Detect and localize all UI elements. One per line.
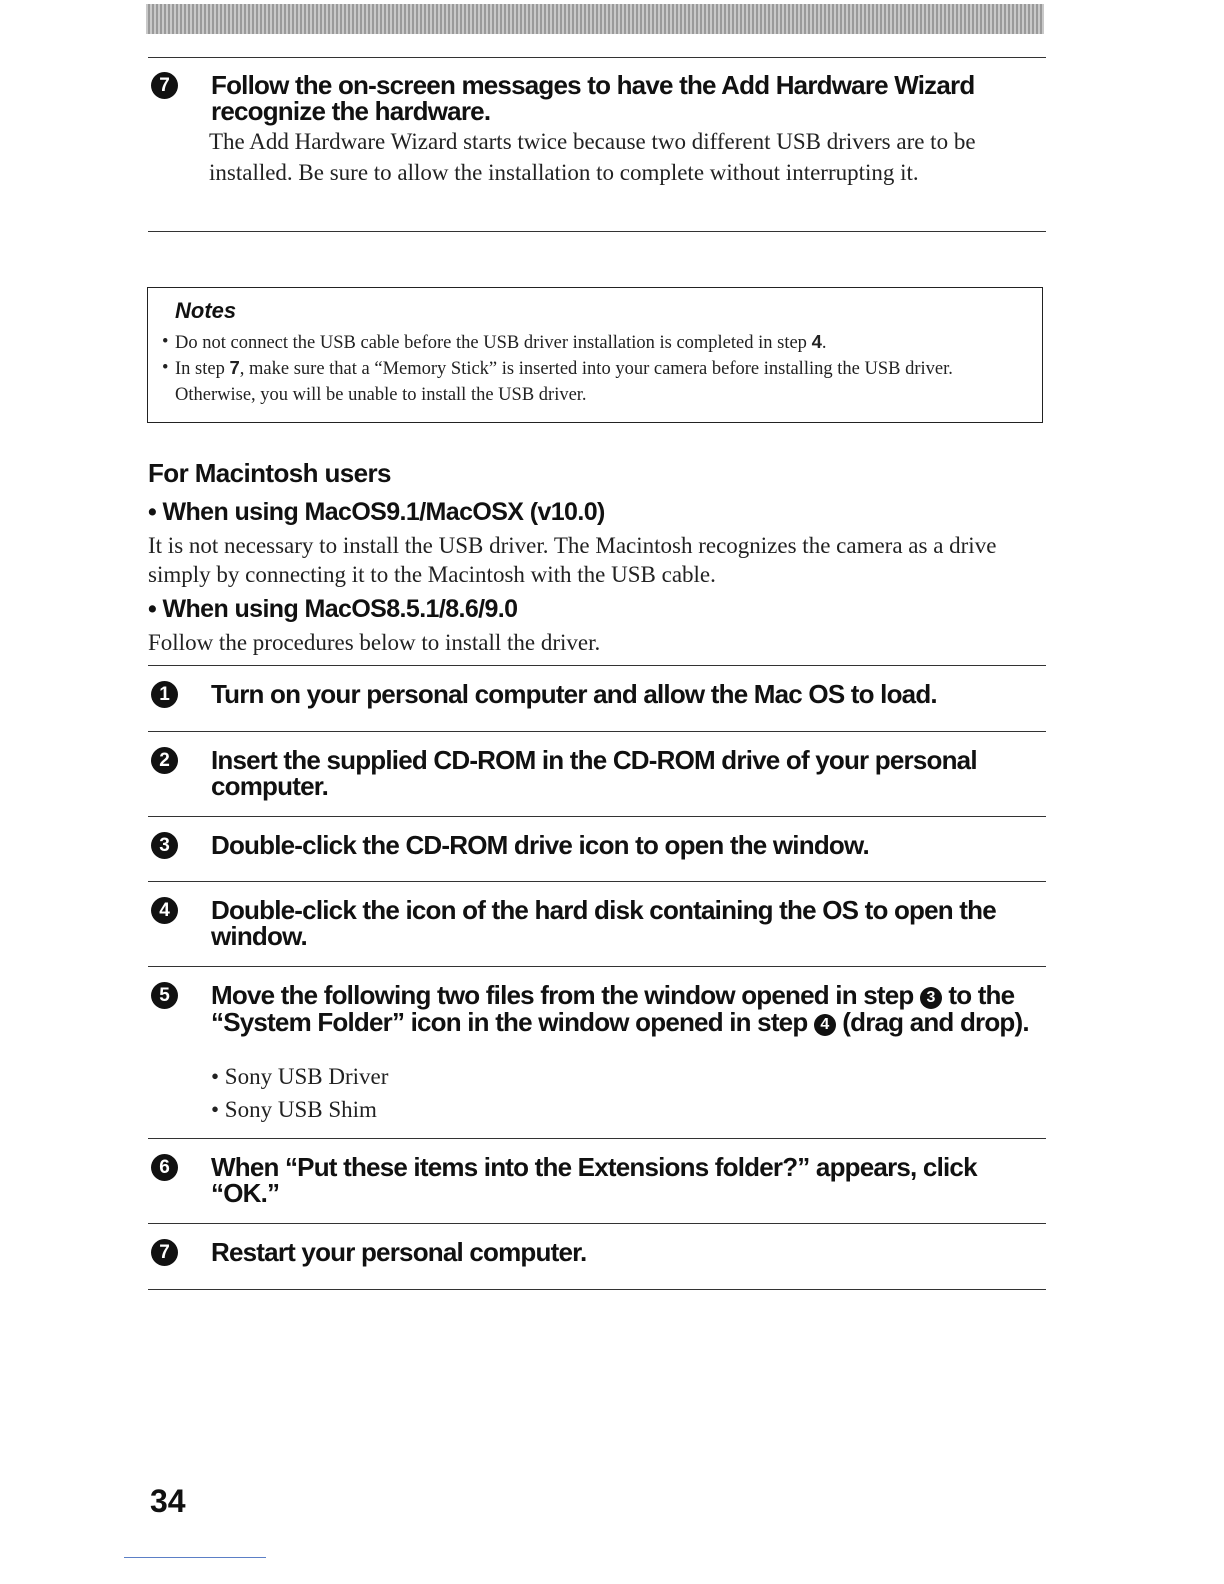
header-bar [146, 4, 1044, 34]
step-heading: Double-click the CD-ROM drive icon to open the window. [211, 830, 869, 860]
divider [148, 731, 1046, 732]
step-heading: Double-click the icon of the hard disk containing the OS to open the window. [211, 895, 996, 951]
step-heading: Turn on your personal computer and allow the Mac OS to load. [211, 679, 937, 709]
notes-box [147, 287, 1043, 423]
step-number-badge: 4 [151, 897, 178, 924]
notes-title: Notes [175, 298, 237, 323]
step-ref-badge: 4 [814, 1014, 836, 1036]
footer-line [124, 1557, 266, 1558]
divider [148, 1138, 1046, 1139]
file-list-item: • Sony USB Shim [211, 1097, 377, 1122]
subsection-heading-os85: • When using MacOS8.5.1/8.6/9.0 [148, 595, 518, 623]
file-list-item: • Sony USB Driver [211, 1064, 389, 1089]
divider [148, 966, 1046, 967]
step-ref: 4 [811, 331, 822, 352]
step-heading: Insert the supplied CD-ROM in the CD-ROM drive of your personal computer. [211, 745, 977, 801]
divider [148, 1223, 1046, 1224]
divider [148, 57, 1046, 58]
divider [148, 881, 1046, 882]
step-number-badge: 2 [151, 747, 178, 774]
divider [148, 816, 1046, 817]
step-number-badge: 1 [151, 681, 178, 708]
section-heading: For Macintosh users [148, 458, 391, 488]
step-number-badge: 7 [151, 72, 178, 99]
step-number-badge: 6 [151, 1154, 178, 1181]
os9-body: It is not necessary to install the USB driver. The Macintosh recognizes the camera as a drive simply by connecting it to the Macintosh with the USB cable. [148, 533, 997, 587]
subsection-heading-os9: • When using MacOS9.1/MacOSX (v10.0) [148, 498, 605, 526]
divider [148, 231, 1046, 232]
page-number: 34 [150, 1483, 186, 1519]
step-number-badge: 7 [151, 1239, 178, 1266]
step-ref-badge: 3 [920, 987, 942, 1009]
divider [148, 665, 1046, 666]
step-number-badge: 3 [151, 832, 178, 859]
step-heading: Move the following two files from the window opened in step 3 to the “System Folder” icon in the window opened in step 4 (drag and drop). [211, 980, 1029, 1037]
divider [148, 1289, 1046, 1290]
step-ref: 7 [229, 357, 240, 378]
step-heading: Restart your personal computer. [211, 1237, 587, 1267]
os85-body: Follow the procedures below to install the driver. [148, 630, 601, 655]
note-item: • Do not connect the USB cable before the USB driver installation is completed in step 4. [162, 331, 827, 353]
step-body: The Add Hardware Wizard starts twice because two different USB drivers are to be installed. Be sure to allow the installation to complete without interrupting it. [209, 129, 976, 185]
step-number-badge: 5 [151, 982, 178, 1009]
step-heading: Follow the on-screen messages to have the Add Hardware Wizard recognize the hardware. [211, 70, 975, 126]
note-item: • In step 7, make sure that a “Memory Stick” is inserted into your camera before installing the USB driver. Otherwise, you will be unable to install the USB driver. [162, 357, 953, 405]
step-heading: When “Put these items into the Extensions folder?” appears, click “OK.” [211, 1152, 977, 1208]
